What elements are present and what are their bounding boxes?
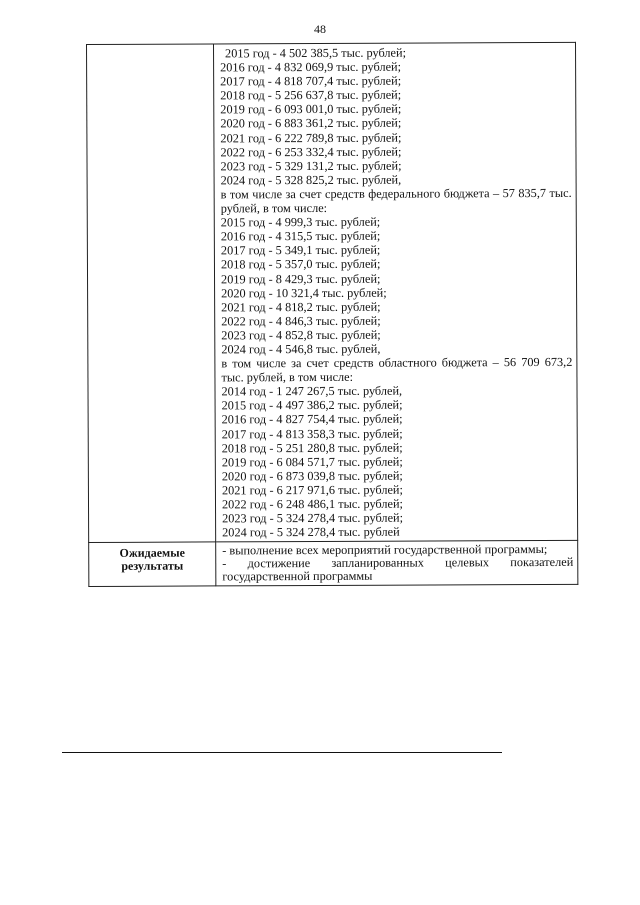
federal-year-line: 2019 год - 8 429,3 тыс. рублей; [220, 271, 381, 286]
total-year-line: 2021 год - 6 222 789,8 тыс. рублей; [220, 130, 402, 145]
regional-year-line: 2019 год - 6 084 571,7 тыс. рублей; [221, 454, 403, 470]
results-content-cell [216, 541, 578, 587]
regional-budget-intro: в том числе за счет средств областного бюджета – 56 709 673,2 тыс. рублей, в том числе: [221, 354, 573, 385]
program-passport-table [86, 42, 578, 587]
federal-year-line: 2022 год - 4 846,3 тыс. рублей; [221, 313, 381, 329]
regional-year-line: 2016 год - 4 827 754,4 тыс. рублей; [221, 412, 403, 427]
federal-year-line: 2015 год - 4 999,3 тыс. рублей; [220, 214, 381, 230]
result-item: - достижение запланированных целевых показателей государственной программы [222, 555, 574, 584]
results-row [89, 541, 578, 587]
regional-year-line: 2017 год - 4 813 358,3 тыс. рублей; [221, 426, 403, 441]
regional-year-line: 2023 год - 5 324 278,4 тыс. рублей; [222, 510, 404, 526]
regional-year-line: 2021 год - 6 217 971,6 тыс. рублей; [221, 482, 403, 498]
total-year-line: 2024 год - 5 328 825,2 тыс. рублей, [220, 172, 402, 188]
regional-year-line: 2018 год - 5 251 280,8 тыс. рублей; [221, 440, 403, 456]
horizontal-divider [62, 752, 502, 753]
regional-year-line: 2020 год - 6 873 039,8 тыс. рублей; [221, 468, 403, 484]
total-year-line: 2022 год - 6 253 332,4 тыс. рублей; [220, 144, 402, 160]
regional-year-line: 2022 год - 6 248 486,1 тыс. рублей; [221, 496, 403, 512]
federal-year-line: 2020 год - 10 321,4 тыс. рублей; [221, 285, 387, 301]
funding-label-cell [87, 44, 216, 543]
federal-year-line: 2021 год - 4 818,2 тыс. рублей; [221, 299, 381, 315]
funding-content-cell [214, 42, 578, 542]
result-item: - выполнение всех мероприятий государственной программы; [222, 542, 548, 558]
results-label: Ожидаемые результаты [89, 542, 216, 587]
total-year-line: 2023 год - 5 329 131,2 тыс. рублей; [220, 158, 402, 174]
total-year-line: 2015 год - 4 502 385,5 тыс. рублей; [225, 45, 407, 61]
federal-year-line: 2024 год - 4 546,8 тыс. рублей, [221, 341, 381, 357]
federal-budget-intro: в том числе за счет средств федерального бюджета – 57 835,7 тыс. рублей, в том числе: [220, 185, 572, 216]
regional-year-line: 2014 год - 1 247 267,5 тыс. рублей, [221, 383, 403, 399]
page-number: 48 [314, 22, 326, 36]
federal-year-line: 2018 год - 5 357,0 тыс. рублей; [220, 257, 381, 272]
federal-year-line: 2016 год - 4 315,5 тыс. рублей; [220, 228, 381, 244]
federal-year-line: 2017 год - 5 349,1 тыс. рублей; [220, 243, 381, 258]
total-year-line: 2019 год - 6 093 001,0 тыс. рублей; [220, 102, 402, 117]
total-year-line: 2016 год - 4 832 069,9 тыс. рублей; [220, 59, 402, 75]
federal-year-line: 2023 год - 4 852,8 тыс. рублей; [221, 327, 381, 343]
regional-year-line: 2015 год - 4 497 386,2 тыс. рублей; [221, 397, 403, 413]
total-year-line: 2017 год - 4 818 707,4 тыс. рублей; [220, 73, 402, 89]
total-year-line: 2018 год - 5 256 637,8 тыс. рублей; [220, 87, 402, 103]
regional-year-line: 2024 год - 5 324 278,4 тыс. рублей [222, 524, 400, 540]
funding-row [87, 42, 578, 542]
total-year-line: 2020 год - 6 883 361,2 тыс. рублей; [220, 116, 402, 131]
